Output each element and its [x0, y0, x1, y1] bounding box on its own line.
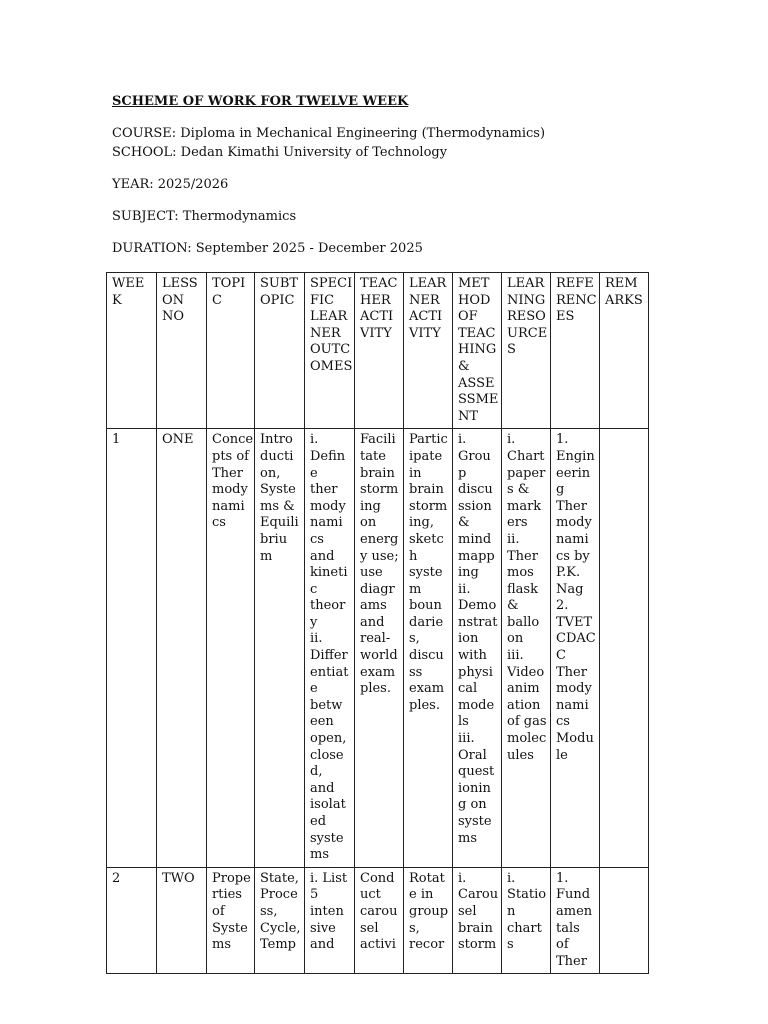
table-cell [600, 429, 649, 867]
table-cell: State, Proce ss, Cycle, Temp [255, 867, 305, 974]
table-cell: 2 [107, 867, 157, 974]
table-cell: Facili tate brain storm ing on energ y use; use diagr ams and real- world exam ples. [355, 429, 404, 867]
table-row [107, 867, 649, 974]
table-cell: i. Defin e ther mody nami cs and kineti c theor y ii. Differ entiat e betw een open, close d, and isolat ed syste ms [305, 429, 355, 867]
header-cell-teacher-activity: TEAC HER ACTI VITY [355, 273, 404, 429]
duration-line: DURATION: September 2025 - December 2025 [112, 241, 423, 256]
header-cell-lesson-no: LESS ON NO [157, 273, 207, 429]
school-line: SCHOOL: Dedan Kimathi University of Technology [112, 145, 448, 160]
table-cell: 1. Fund amen tals of Ther [551, 867, 600, 974]
table-cell: Partic ipate in brain storm ing, sketc h syste m boun darie s, discu ss exam ples. [404, 429, 453, 867]
table-header-row [107, 273, 649, 429]
table-cell: 1 [107, 429, 157, 867]
header-cell-resources: LEAR NING RESO URCE S [502, 273, 551, 429]
table-cell: 1. Engin eerin g Ther mody nami cs by P.K. Nag 2. TVET CDAC C Ther mody nami cs Modu le [551, 429, 600, 867]
header-cell-week: WEE K [107, 273, 157, 429]
table-cell: i. Grou p discu ssion & mind mapp ing ii. Demo nstrat ion with physi cal mode ls iii. Oral quest ionin g on syste ms [453, 429, 502, 867]
table-cell: i. Statio n chart s [502, 867, 551, 974]
table-cell: Cond uct carou sel activi [355, 867, 404, 974]
header-cell-remarks: REM ARKS [600, 273, 649, 429]
table-cell: Prope rties of Syste ms [207, 867, 255, 974]
course-line: COURSE: Diploma in Mechanical Engineering (Thermodynamics) [112, 126, 546, 141]
table-cell: i. Carou sel brain storm [453, 867, 502, 974]
table-cell: i. List 5 inten sive and [305, 867, 355, 974]
header-cell-topic: TOPI C [207, 273, 255, 429]
document-title: SCHEME OF WORK FOR TWELVE WEEK [112, 94, 409, 109]
header-cell-outcomes: SPECI FIC LEAR NER OUTC OMES [305, 273, 355, 429]
header-cell-learner-activity: LEAR NER ACTI VITY [404, 273, 453, 429]
table-cell [600, 867, 649, 974]
header-cell-references: REFE RENC ES [551, 273, 600, 429]
subject-line: SUBJECT: Thermodynamics [112, 209, 297, 224]
table-cell: Intro ducti on, Syste ms & Equili briu m [255, 429, 305, 867]
table-cell: Conce pts of Ther mody nami cs [207, 429, 255, 867]
header-cell-method: MET HOD OF TEAC HING & ASSE SSME NT [453, 273, 502, 429]
table-cell: Rotat e in group s, recor [404, 867, 453, 974]
table-cell: TWO [157, 867, 207, 974]
scheme-of-work-table [106, 272, 649, 974]
table-row [107, 429, 649, 867]
year-line: YEAR: 2025/2026 [112, 177, 229, 192]
table-cell: ONE [157, 429, 207, 867]
table-cell: i. Chart paper s & mark ers ii. Ther mos flask & ballo on iii. Video anim ation of gas molec ules [502, 429, 551, 867]
header-cell-subtopic: SUBT OPIC [255, 273, 305, 429]
